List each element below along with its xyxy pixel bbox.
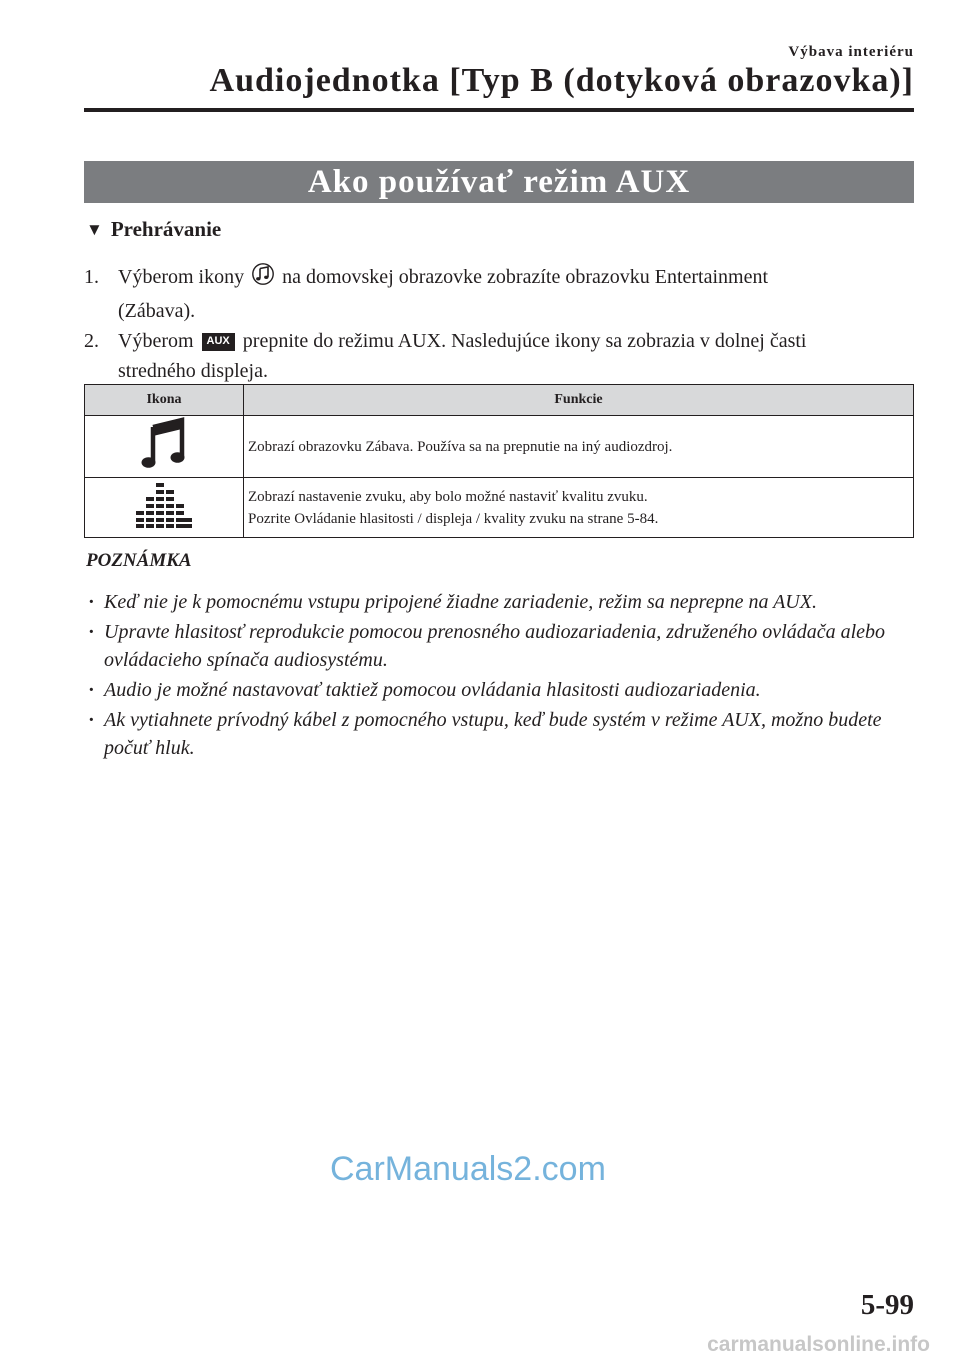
- note-item: · Upravte hlasitosť reprodukcie pomocou prenosného audiozariadenia, združeného ovládača alebo ovládacieho spínača audiosystému.: [86, 618, 916, 674]
- equalizer-icon: [136, 482, 192, 528]
- subheading: [86, 217, 221, 242]
- step-number: 1.: [84, 266, 99, 288]
- table-function-cell: [244, 416, 914, 478]
- step-text-cont: stredného displeja.: [118, 360, 268, 382]
- table-icon-cell: [85, 416, 244, 478]
- note-item: · Audio je možné nastavovať taktiež pomocou ovládania hlasitosti audiozariadenia.: [86, 676, 916, 704]
- table-function-text: Pozrite Ovládanie hlasitosti / displeja / kvality zvuku na strane 5-84.: [248, 510, 659, 527]
- subheading-text: Prehrávanie: [110, 217, 222, 241]
- step-1: [84, 262, 914, 326]
- note-item: · Ak vytiahnete prívodný kábel z pomocného vstupu, keď bude systém v režime AUX, možno budete počuť hluk.: [86, 706, 916, 762]
- running-header-section: Výbava interiéru: [788, 44, 914, 60]
- table-row: [85, 416, 914, 478]
- triangle-bullet-icon: ▼: [86, 219, 103, 239]
- watermark-logo: CarManuals2.com: [330, 1150, 606, 1188]
- steps-list: [84, 262, 914, 386]
- table-header-row: [85, 385, 914, 416]
- step-number: 2.: [84, 330, 99, 352]
- table-function-cell: [244, 478, 914, 538]
- step-text-cont: (Zábava).: [118, 300, 196, 322]
- step-2: [84, 326, 914, 386]
- icon-function-table: [84, 384, 914, 538]
- table-row: [85, 478, 914, 538]
- running-header-title: Audiojednotka [Typ B (dotyková obrazovka)]: [209, 62, 914, 99]
- music-note-icon: [252, 263, 274, 296]
- header-rule: [84, 108, 914, 112]
- note-item: · Keď nie je k pomocnému vstupu pripojené žiadne zariadenie, režim sa neprepne na AUX.: [86, 588, 916, 616]
- note-title: POZNÁMKA: [86, 550, 192, 571]
- page-number: 5-99: [860, 1289, 914, 1321]
- table-function-text: Zobrazí nastavenie zvuku, aby bolo možné nastaviť kvalitu zvuku.: [248, 488, 648, 505]
- footer-watermark: carmanualsonline.info: [707, 1333, 930, 1356]
- table-icon-cell: [85, 478, 244, 538]
- table-function-text: Zobrazí obrazovku Zábava. Používa sa na prepnutie na iný audiozdroj.: [248, 438, 673, 455]
- step-text: prepnite do režimu AUX. Nasledujúce ikony sa zobrazia v dolnej časti: [242, 330, 807, 352]
- section-title: Ako používať režim AUX: [84, 161, 914, 203]
- music-note-icon: [140, 417, 188, 471]
- aux-icon: AUX: [202, 333, 235, 351]
- step-text: Výberom ikony: [118, 266, 245, 288]
- table-header-function: Funkcie: [244, 385, 914, 416]
- table-header-icon: Ikona: [85, 385, 244, 416]
- step-text: Výberom: [118, 330, 194, 352]
- note-list: [86, 588, 916, 764]
- step-text: na domovskej obrazovke zobrazíte obrazovku Entertainment: [282, 266, 769, 288]
